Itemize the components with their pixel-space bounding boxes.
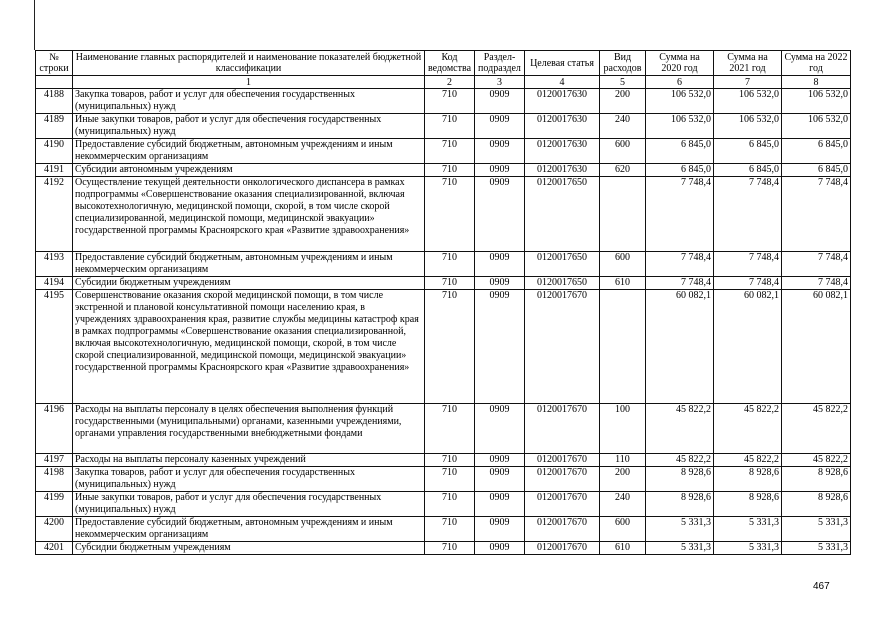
row-expense-type: 240	[600, 114, 646, 139]
row-expense-type: 610	[600, 542, 646, 555]
row-sum-2022: 6 845,0	[782, 139, 851, 164]
row-sum-2022: 7 748,4	[782, 277, 851, 290]
table-row	[36, 164, 851, 177]
row-target-article: 0120017650	[525, 177, 600, 252]
column-number: 4	[525, 76, 600, 89]
row-sum-2021: 45 822,2	[714, 404, 782, 454]
row-sum-2021: 7 748,4	[714, 177, 782, 252]
row-expense-type: 620	[600, 164, 646, 177]
header-cell: № строки	[36, 51, 73, 76]
row-number: 4191	[36, 164, 73, 177]
row-target-article: 0120017670	[525, 404, 600, 454]
table-row	[36, 114, 851, 139]
column-number: 8	[782, 76, 851, 89]
row-name: Расходы на выплаты персоналу казенных учреждений	[73, 454, 425, 467]
header-row	[36, 51, 851, 76]
row-sum-2022: 5 331,3	[782, 517, 851, 542]
row-target-article: 0120017630	[525, 114, 600, 139]
row-sum-2020: 6 845,0	[646, 139, 714, 164]
budget-table	[35, 50, 851, 555]
row-razdel: 0909	[475, 454, 525, 467]
row-sum-2021: 5 331,3	[714, 542, 782, 555]
row-number: 4200	[36, 517, 73, 542]
page-number: 467	[813, 581, 830, 592]
row-name: Закупка товаров, работ и услуг для обеспечения государственных (муниципальных) нужд	[73, 89, 425, 114]
row-sum-2020: 6 845,0	[646, 164, 714, 177]
row-name: Расходы на выплаты персоналу в целях обеспечения выполнения функций государственными (муниципальными) органами, казенными учреждениями, органами управления государственными внебюджетными фондами	[73, 404, 425, 454]
row-name: Субсидии бюджетным учреждениям	[73, 542, 425, 555]
row-number: 4196	[36, 404, 73, 454]
row-number: 4194	[36, 277, 73, 290]
table-row	[36, 89, 851, 114]
row-name: Совершенствование оказания скорой медицинской помощи, в том числе экстренной и плановой консультативной помощи населению края, в учреждениях здравоохранения края, развитие службы медицины катастроф края в рамках подпрограммы «Совершенствование оказания специализированной, включая высокотехнологичную, медицинской помощи, скорой, в том числе скорой специализированной, медицинской помощи, медицинской эвакуации» государственной программы Красноярского края «Развитие здравоохранения»	[73, 290, 425, 404]
row-expense-type	[600, 290, 646, 404]
row-expense-type: 600	[600, 517, 646, 542]
table-row	[36, 277, 851, 290]
row-expense-type: 610	[600, 277, 646, 290]
row-target-article: 0120017630	[525, 139, 600, 164]
column-number: 2	[425, 76, 475, 89]
row-number: 4192	[36, 177, 73, 252]
row-ved: 710	[425, 277, 475, 290]
row-number: 4189	[36, 114, 73, 139]
row-number: 4199	[36, 492, 73, 517]
table-row	[36, 492, 851, 517]
row-ved: 710	[425, 517, 475, 542]
row-name: Иные закупки товаров, работ и услуг для обеспечения государственных (муниципальных) нужд	[73, 492, 425, 517]
header-cell: Раздел-подраздел	[475, 51, 525, 76]
row-number: 4190	[36, 139, 73, 164]
column-number-row	[36, 76, 851, 89]
row-ved: 710	[425, 492, 475, 517]
row-expense-type: 100	[600, 404, 646, 454]
row-sum-2021: 5 331,3	[714, 517, 782, 542]
row-number: 4197	[36, 454, 73, 467]
row-razdel: 0909	[475, 164, 525, 177]
row-expense-type: 200	[600, 467, 646, 492]
row-sum-2021: 7 748,4	[714, 252, 782, 277]
row-sum-2021: 6 845,0	[714, 139, 782, 164]
row-target-article: 0120017670	[525, 467, 600, 492]
row-sum-2022: 7 748,4	[782, 252, 851, 277]
row-sum-2020: 5 331,3	[646, 517, 714, 542]
header-cell: Сумма на 2020 год	[646, 51, 714, 76]
row-ved: 710	[425, 164, 475, 177]
row-razdel: 0909	[475, 517, 525, 542]
row-target-article: 0120017670	[525, 454, 600, 467]
row-sum-2020: 45 822,2	[646, 404, 714, 454]
row-sum-2022: 106 532,0	[782, 114, 851, 139]
row-sum-2020: 5 331,3	[646, 542, 714, 555]
row-expense-type: 600	[600, 139, 646, 164]
row-number: 4195	[36, 290, 73, 404]
column-number: 3	[475, 76, 525, 89]
row-sum-2022: 45 822,2	[782, 404, 851, 454]
row-ved: 710	[425, 177, 475, 252]
row-name: Иные закупки товаров, работ и услуг для обеспечения государственных (муниципальных) нужд	[73, 114, 425, 139]
table-row	[36, 404, 851, 454]
row-ved: 710	[425, 114, 475, 139]
row-target-article: 0120017670	[525, 542, 600, 555]
row-name: Закупка товаров, работ и услуг для обеспечения государственных (муниципальных) нужд	[73, 467, 425, 492]
row-razdel: 0909	[475, 277, 525, 290]
table-row	[36, 454, 851, 467]
table-row	[36, 290, 851, 404]
row-razdel: 0909	[475, 89, 525, 114]
row-target-article: 0120017650	[525, 277, 600, 290]
row-sum-2022: 5 331,3	[782, 542, 851, 555]
row-sum-2021: 106 532,0	[714, 89, 782, 114]
row-sum-2021: 106 532,0	[714, 114, 782, 139]
row-sum-2020: 106 532,0	[646, 89, 714, 114]
row-target-article: 0120017670	[525, 290, 600, 404]
column-number: 1	[73, 76, 425, 89]
row-sum-2021: 8 928,6	[714, 467, 782, 492]
row-ved: 710	[425, 542, 475, 555]
table-row	[36, 542, 851, 555]
row-number: 4188	[36, 89, 73, 114]
row-sum-2020: 60 082,1	[646, 290, 714, 404]
row-expense-type: 200	[600, 89, 646, 114]
column-number: 6	[646, 76, 714, 89]
row-sum-2022: 6 845,0	[782, 164, 851, 177]
row-name: Предоставление субсидий бюджетным, автономным учреждениям и иным некоммерческим организациям	[73, 139, 425, 164]
row-razdel: 0909	[475, 177, 525, 252]
row-expense-type: 600	[600, 252, 646, 277]
row-ved: 710	[425, 252, 475, 277]
header-cell: Целевая статья	[525, 51, 600, 76]
row-name: Субсидии автономным учреждениям	[73, 164, 425, 177]
row-target-article: 0120017650	[525, 252, 600, 277]
row-number: 4201	[36, 542, 73, 555]
row-sum-2021: 6 845,0	[714, 164, 782, 177]
row-name: Субсидии бюджетным учреждениям	[73, 277, 425, 290]
table-row	[36, 139, 851, 164]
row-ved: 710	[425, 404, 475, 454]
row-razdel: 0909	[475, 114, 525, 139]
row-sum-2020: 7 748,4	[646, 252, 714, 277]
header-cell: Сумма на 2021 год	[714, 51, 782, 76]
row-razdel: 0909	[475, 542, 525, 555]
row-target-article: 0120017670	[525, 517, 600, 542]
row-name: Предоставление субсидий бюджетным, автономным учреждениям и иным некоммерческим организациям	[73, 252, 425, 277]
column-number: 7	[714, 76, 782, 89]
row-razdel: 0909	[475, 467, 525, 492]
row-target-article: 0120017630	[525, 89, 600, 114]
row-razdel: 0909	[475, 139, 525, 164]
row-sum-2021: 45 822,2	[714, 454, 782, 467]
row-sum-2020: 45 822,2	[646, 454, 714, 467]
row-number: 4198	[36, 467, 73, 492]
row-sum-2020: 7 748,4	[646, 277, 714, 290]
row-expense-type: 110	[600, 454, 646, 467]
row-sum-2022: 8 928,6	[782, 467, 851, 492]
row-sum-2020: 7 748,4	[646, 177, 714, 252]
row-sum-2022: 60 082,1	[782, 290, 851, 404]
header-cell: Вид расходов	[600, 51, 646, 76]
row-sum-2021: 60 082,1	[714, 290, 782, 404]
row-sum-2021: 7 748,4	[714, 277, 782, 290]
margin-line	[34, 0, 35, 50]
row-number: 4193	[36, 252, 73, 277]
row-ved: 710	[425, 89, 475, 114]
table-body	[36, 89, 851, 555]
row-sum-2020: 8 928,6	[646, 492, 714, 517]
row-razdel: 0909	[475, 252, 525, 277]
header-cell: Код ведомства	[425, 51, 475, 76]
table-row	[36, 252, 851, 277]
row-sum-2022: 45 822,2	[782, 454, 851, 467]
row-sum-2020: 8 928,6	[646, 467, 714, 492]
row-target-article: 0120017630	[525, 164, 600, 177]
header-cell: Наименование главных распорядителей и наименование показателей бюджетной классификации	[73, 51, 425, 76]
table-row	[36, 177, 851, 252]
row-ved: 710	[425, 467, 475, 492]
table-row	[36, 467, 851, 492]
header-cell: Сумма на 2022 год	[782, 51, 851, 76]
row-sum-2022: 7 748,4	[782, 177, 851, 252]
row-name: Осуществление текущей деятельности онкологического диспансера в рамках подпрограммы «Совершенствование оказания специализированной, включая высокотехнологичную, медицинской помощи, скорой, в том числе скорой специализированной, медицинской помощи, медицинской эвакуации» государственной программы Красноярского края «Развитие здравоохранения»	[73, 177, 425, 252]
row-ved: 710	[425, 139, 475, 164]
row-sum-2021: 8 928,6	[714, 492, 782, 517]
row-razdel: 0909	[475, 290, 525, 404]
row-ved: 710	[425, 290, 475, 404]
column-number-blank	[36, 76, 73, 89]
row-expense-type: 240	[600, 492, 646, 517]
row-sum-2022: 106 532,0	[782, 89, 851, 114]
row-expense-type	[600, 177, 646, 252]
row-name: Предоставление субсидий бюджетным, автономным учреждениям и иным некоммерческим организациям	[73, 517, 425, 542]
row-sum-2022: 8 928,6	[782, 492, 851, 517]
table-row	[36, 517, 851, 542]
row-ved: 710	[425, 454, 475, 467]
row-sum-2020: 106 532,0	[646, 114, 714, 139]
column-number: 5	[600, 76, 646, 89]
row-razdel: 0909	[475, 492, 525, 517]
row-razdel: 0909	[475, 404, 525, 454]
row-target-article: 0120017670	[525, 492, 600, 517]
